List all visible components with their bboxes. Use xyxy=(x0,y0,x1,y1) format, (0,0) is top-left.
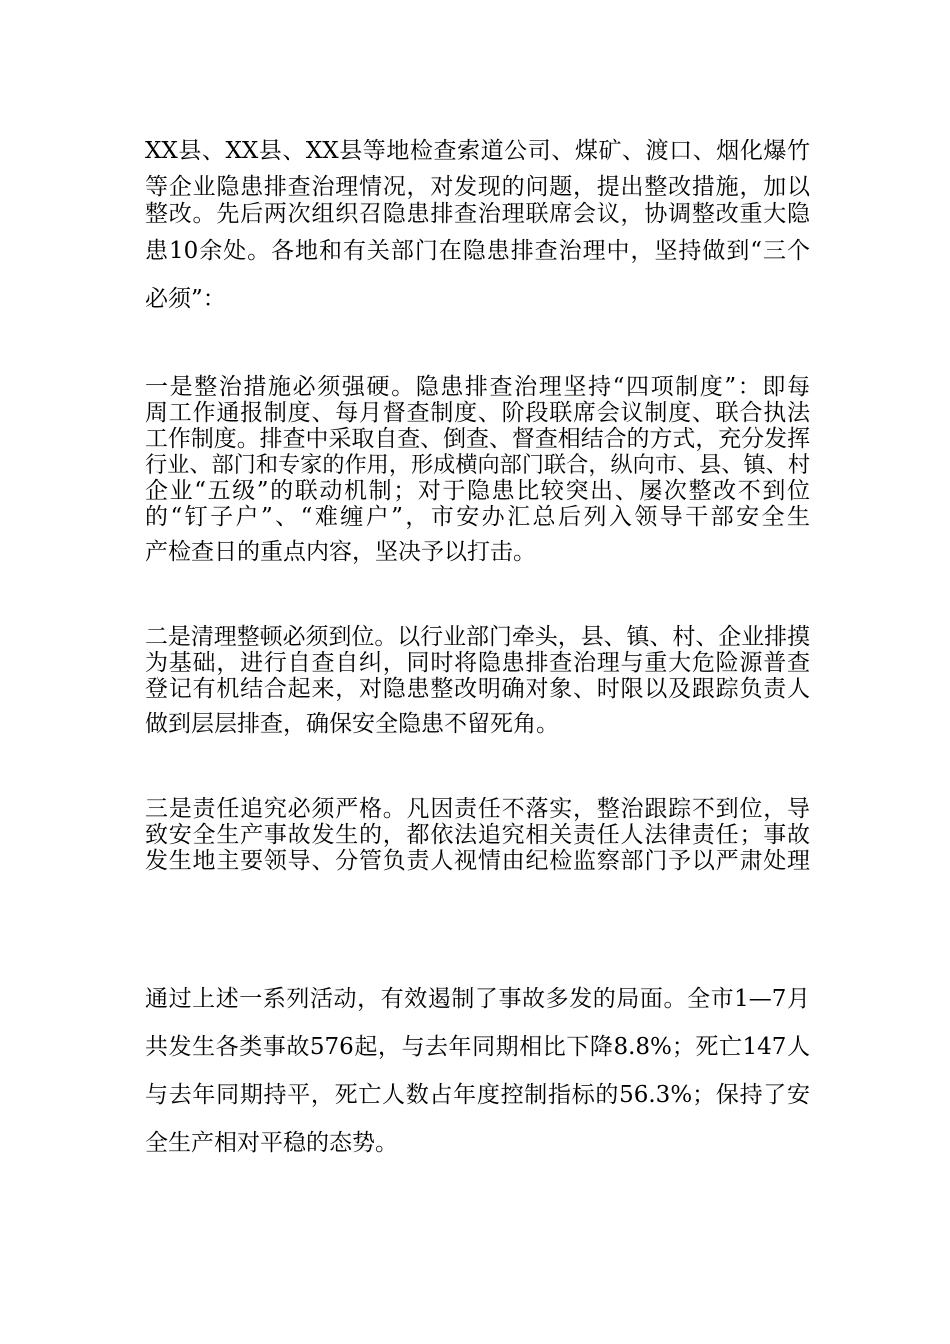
text-line: 通过上述一系列活动，有效遏制了事故多发的局面。全市1—7月 xyxy=(145,986,810,1012)
text-line: 周工作通报制度、每月督查制度、阶段联席会议制度、联合执法 xyxy=(145,400,810,426)
text-line: 登记有机结合起来，对隐患整改明确对象、时限以及跟踪负责人 xyxy=(145,676,810,702)
text-line: 二是清理整顿必须到位。以行业部门牵头，县、镇、村、企业排摸 xyxy=(145,624,810,650)
text-line: 整改。先后两次组织召隐患排查治理联席会议，协调整改重大隐 xyxy=(145,201,810,227)
text-line: 产检查日的重点内容，坚决予以打击。 xyxy=(145,539,536,565)
text-line: 一是整治措施必须强硬。隐患排查治理坚持“四项制度”：即每 xyxy=(145,374,810,400)
text-line: 共发生各类事故576起，与去年同期相比下降8.8%；死亡147人 xyxy=(145,1034,810,1060)
text-line: XX县、XX县、XX县等地检查索道公司、煤矿、渡口、烟化爆竹 xyxy=(145,138,810,164)
text-line: 与去年同期持平，死亡人数占年度控制指标的56.3%；保持了安 xyxy=(145,1082,810,1108)
text-line: 工作制度。排查中采取自查、倒查、督查相结合的方式，充分发挥 xyxy=(145,426,810,452)
text-line: 发生地主要领导、分管负责人视情由纪检监察部门予以严肃处理 xyxy=(145,848,810,874)
text-line: 等企业隐患排查治理情况，对发现的问题，提出整改措施，加以 xyxy=(145,174,810,200)
text-line: 做到层层排查，确保安全隐患不留死角。 xyxy=(145,711,559,737)
text-line: 全生产相对平稳的态势。 xyxy=(145,1130,398,1156)
text-line: 必须”： xyxy=(145,286,226,312)
text-line: 为基础，进行自查自纠，同时将隐患排查治理与重大危险源普查 xyxy=(145,650,810,676)
text-line: 三是责任追究必须严格。凡因责任不落实，整治跟踪不到位，导 xyxy=(145,796,810,822)
text-line: 行业、部门和专家的作用，形成横向部门联合，纵向市、县、镇、村 xyxy=(145,452,810,478)
text-line: 致安全生产事故发生的，都依法追究相关责任人法律责任；事故 xyxy=(145,822,810,848)
text-line: 企业“五级”的联动机制；对于隐患比较突出、屡次整改不到位 xyxy=(145,478,810,504)
text-line: 的“钉子户”、“难缠户”，市安办汇总后列入领导干部安全生 xyxy=(145,504,810,530)
text-line: 患10余处。各地和有关部门在隐患排查治理中，坚持做到“三个 xyxy=(145,238,810,264)
